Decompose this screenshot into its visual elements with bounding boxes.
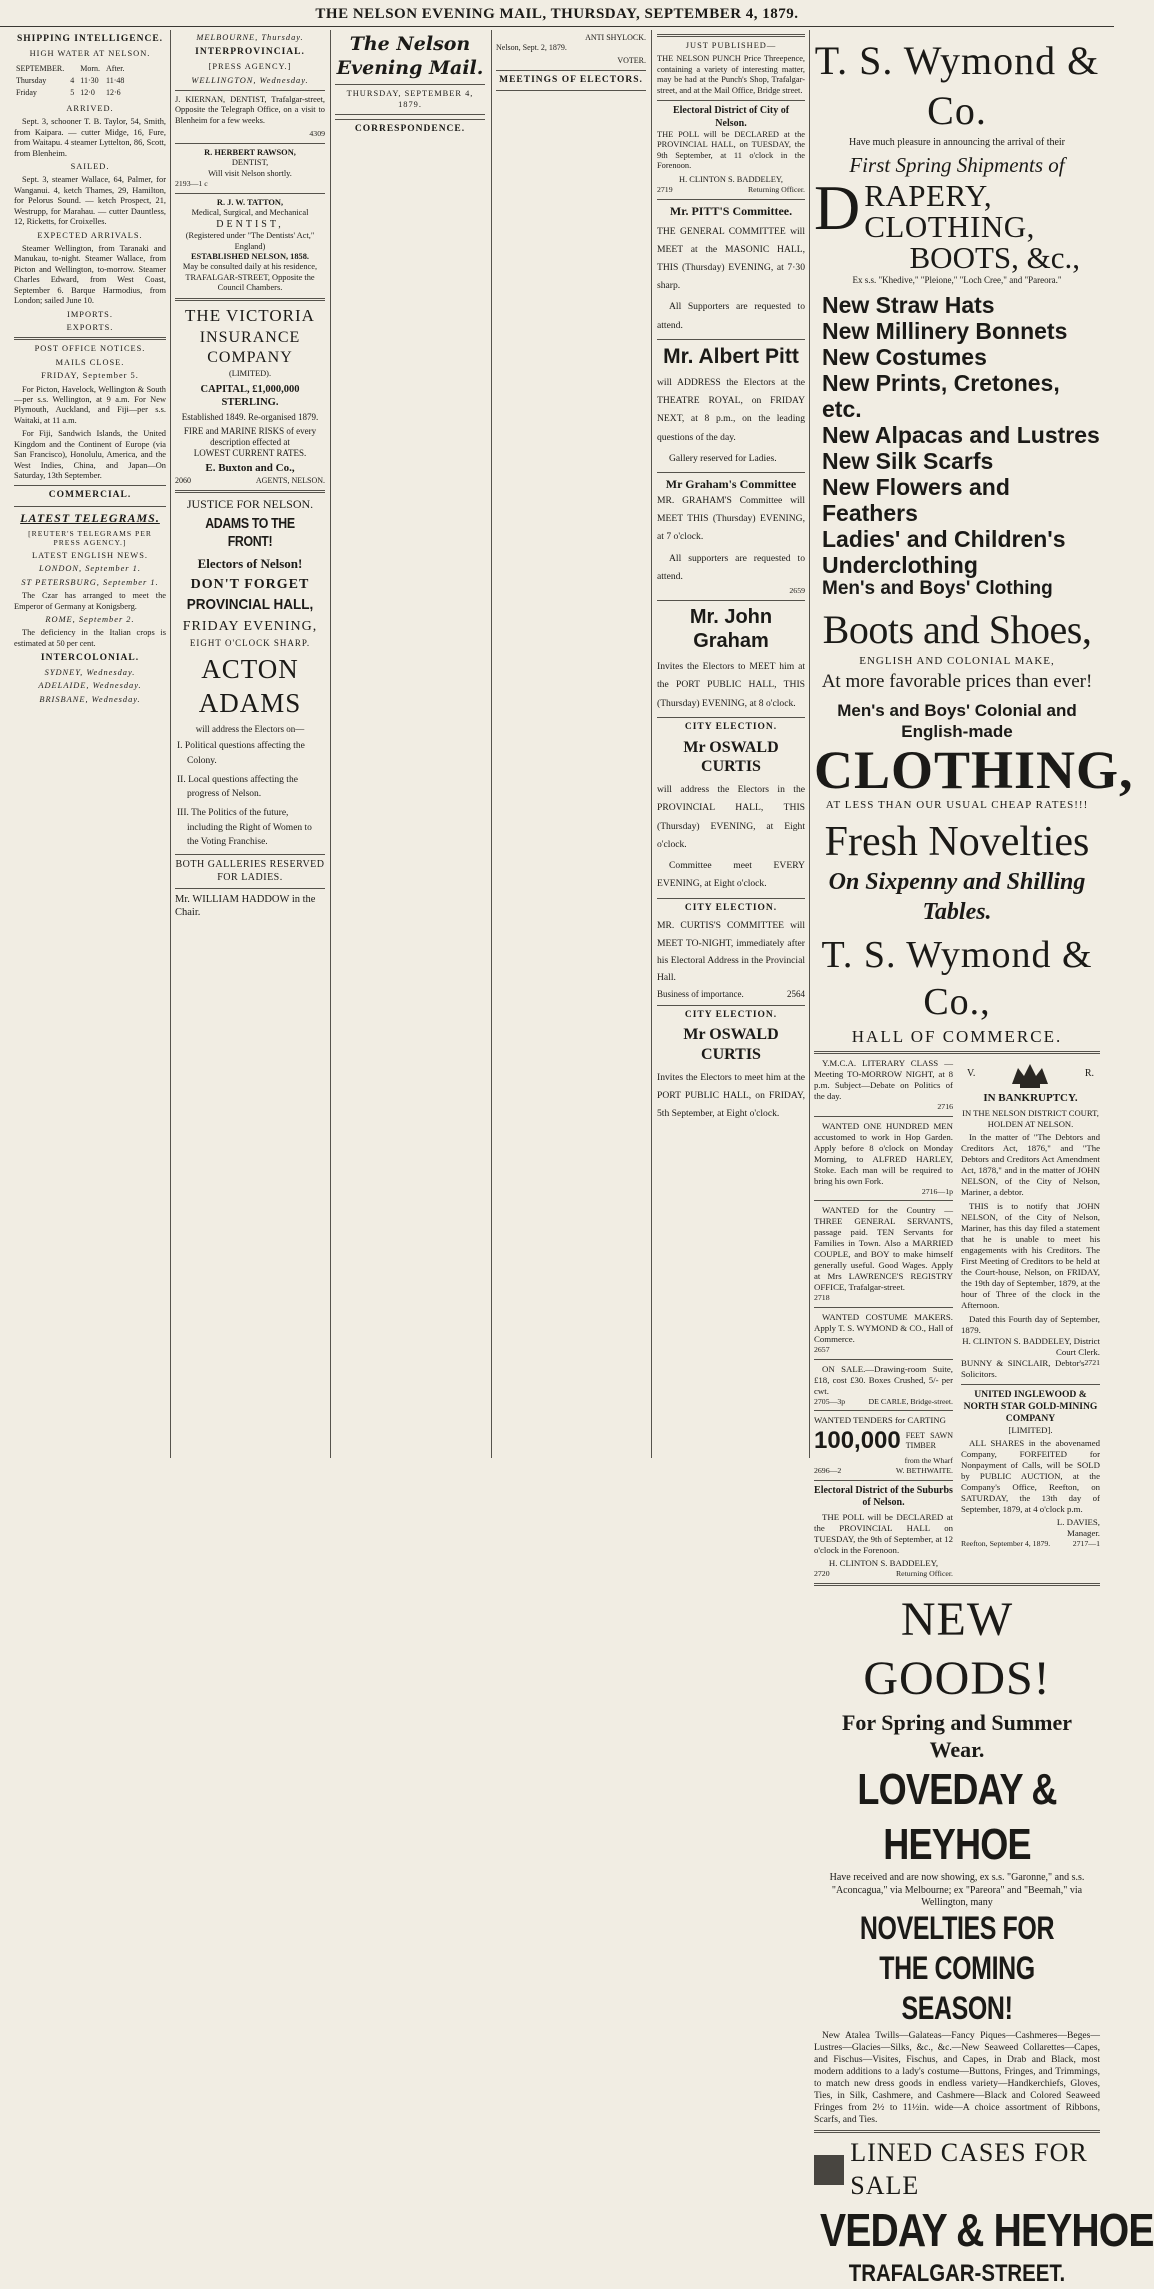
divider [657, 600, 805, 601]
dentist-kiernan-ad [175, 95, 325, 139]
list-item: New Alpacas and Lustres [822, 421, 1100, 448]
divider [657, 34, 805, 37]
victoria-capital: CAPITAL, £1,000,000 STERLING. [200, 383, 300, 408]
reuter-line: [REUTER'S TELEGRAMS PER PRESS AGENCY.] [28, 529, 152, 548]
divider [814, 1116, 953, 1117]
crest-v: V. [967, 1067, 976, 1079]
address-line: will address the Electors on— [195, 724, 305, 735]
divider [175, 143, 325, 144]
loveday-ad [814, 1590, 1100, 2127]
divider [814, 2130, 1100, 2133]
graham-committee-ad [657, 477, 805, 596]
wanted-men-notice: WANTED ONE HUNDRED MEN accustomed to work in Hop Garden. Apply before 8 o'clock on Monday Morning, to ALFRED HARLEY, Stoke. Each man will be required to bring his own Fork. [814, 1120, 953, 1186]
column-rule [809, 30, 810, 1458]
albert-pitt-text: will ADDRESS the Electors at the THEATRE ROYAL, on FRIDAY NEXT, at 8 p.m., on the leading questions of the day. [657, 376, 805, 443]
albert-pitt-heading: Mr. Albert Pitt [663, 344, 799, 368]
curtis-committee-line: Committee meet EVERY EVENING, at Eight o'clock. [657, 860, 805, 890]
english-colonial: ENGLISH AND COLONIAL MAKE, [859, 654, 1055, 667]
divider [175, 298, 325, 301]
poll-text: THE POLL will be DECLARED at the PROVINCIAL HALL, on TUESDAY, the 9th September, at 11 o'clock in the Forenoon. [657, 129, 805, 171]
divider [335, 119, 485, 120]
loveday-heading: LOVEDAY & HEYHOE [857, 1765, 1057, 1869]
on-sale-line [814, 1397, 953, 1407]
inglewood-davies: L. DAVIES, [1056, 1516, 1100, 1527]
victoria-the: THE VICTORIA [185, 305, 315, 325]
trafalgar-street: TRAFALGAR-STREET. [848, 2259, 1066, 2287]
ad-number: 2719 [657, 185, 673, 194]
divider [335, 114, 485, 115]
drapery-dropcap: D [814, 171, 861, 243]
john-graham-text: Invites the Electors to MEET him at the PORT PUBLIC HALL, THIS (Thursday) EVENING, at 8 o'clock. [657, 661, 805, 709]
divider [814, 1410, 953, 1411]
imports-heading: IMPORTS. [67, 309, 113, 319]
divider [175, 90, 325, 91]
tenders-wharf: from the Wharf [904, 1456, 953, 1466]
ad-number: 2193—1 c [175, 179, 208, 189]
correspondence-heading: CORRESPONDENCE. [354, 123, 466, 134]
victoria-limited: (LIMITED). [228, 369, 272, 379]
drapery-line [814, 171, 1100, 275]
acton-adams-name: ACTON ADAMS [198, 654, 302, 718]
arrived-text: Sept. 3, schooner T. B. Taylor, 54, Smith, from Kaipara. — cutter Midge, 16, Fure, from Waitapu. 4 steamer Lyttelton, 86, Scott, from Blenheim. [14, 117, 166, 158]
curtis-text: will address the Electors in the PROVINCIAL HALL, THIS (Thursday) EVENING, at Eight o'clock. [657, 784, 805, 850]
divider [175, 854, 325, 855]
rawson-text: Will visit Nelson shortly. [208, 168, 292, 178]
victoria-established: Established 1849. Re-organised 1879. [181, 411, 319, 422]
letter-date: Nelson, Sept. 2, 1879. [496, 42, 567, 52]
on-sale-notice: ON SALE.—Drawing-room Suite, £18, cost £30. Boxes Crushed, 5/- per cwt. [814, 1363, 953, 1396]
victoria-risks: FIRE and MARINE RISKS of every description effected at [183, 425, 317, 448]
new-items-list [814, 292, 1100, 599]
list-item: Ladies' and Children's Underclothing [822, 525, 1066, 578]
officer-role: Returning Officer. [747, 185, 805, 194]
adelaide-dateline: ADELAIDE, Wednesday. [38, 681, 142, 691]
electoral-heading: Electoral District of City of Nelson. [672, 105, 790, 129]
divider [657, 717, 805, 718]
classifieds-split [814, 1058, 1100, 1578]
letter-signature: ANTI SHYLOCK. [585, 33, 646, 42]
column-rule [170, 30, 171, 1458]
mails-heading: MAILS CLOSE. [55, 357, 125, 367]
pitt-committee-text: THE GENERAL COMMITTEE will MEET at the MASONIC HALL, THIS (Thursday) EVENING, at 7·30 sharp. [657, 225, 805, 292]
press-agency-line: [PRESS AGENCY.] [208, 62, 292, 72]
list-item: New Flowers and Feathers [822, 473, 1010, 526]
commercial-heading: COMMERCIAL. [48, 490, 132, 501]
drapery-text: RAPERY, CLOTHING, [864, 177, 1035, 244]
london-dateline: LONDON, September 1. [39, 564, 141, 574]
english-news-heading: LATEST ENGLISH NEWS. [32, 550, 148, 560]
highwater-heading: HIGH WATER AT NELSON. [29, 48, 151, 58]
eight-oclock: EIGHT O'CLOCK SHARP. [189, 638, 311, 649]
ink-blot-icon [814, 2155, 844, 2185]
curtis-committee-text: MR. CURTIS'S COMMITTEE will MEET TO-NIGHT, immediately after his Electoral Address in the Provincial Hall. [657, 920, 805, 984]
loveday-cases-ad [814, 2137, 1154, 2288]
divider [657, 199, 805, 200]
electors-heading: Electors of Nelson! [197, 555, 303, 571]
classifieds-right [961, 1058, 1100, 1578]
city-poll-notice [657, 105, 805, 195]
bankruptcy-clerk: H. CLINTON S. BADDELEY, District Court Clerk. [962, 1336, 1100, 1358]
ad-number: 4309 [309, 129, 325, 139]
city-election-heading: CITY ELECTION. [684, 902, 778, 913]
list-item: Men's and Boys' Clothing [822, 577, 1053, 599]
less-than-rates: AT LESS THAN OUR USUAL CHEAP RATES!!! [825, 798, 1089, 811]
table-row [16, 88, 128, 98]
victoria-agent-role: AGENTS, NELSON. [255, 476, 325, 486]
paper-title: The Nelson Evening Mail. [336, 33, 484, 79]
on-sale-who: DE CARLE, Bridge-street. [868, 1396, 953, 1406]
column-rule [651, 30, 652, 1458]
pitt-committee-ad [657, 204, 805, 335]
meetings-heading: MEETINGS OF ELECTORS. [499, 74, 643, 85]
divider [175, 888, 325, 889]
city-election-heading: CITY ELECTION. [684, 1009, 778, 1020]
inglewood-manager: Manager. [1067, 1527, 1100, 1538]
wymond-ships: Ex s.s. "Khedive," "Pleione," "Loch Cree," and "Pareora." [852, 274, 1062, 285]
ad-number: 2717—1 [1072, 1538, 1100, 1548]
dentist-rawson-ad [175, 148, 325, 189]
ad-number: 2716 [937, 1102, 953, 1112]
intercolonial-heading: INTERCOLONIAL. [40, 653, 140, 664]
ad-number: 2718 [814, 1293, 830, 1303]
pitt-committee-heading: Mr. PITT'S Committee. [669, 203, 793, 218]
divider [496, 90, 646, 91]
cases-heading: LINED CASES FOR SALE [850, 2138, 1088, 2200]
interprovincial-heading: INTERPROVINCIAL. [195, 47, 305, 58]
mails-text: For Picton, Havelock, Wellington & South—per s.s. Wellington, at 9 a.m. For New Plymouth, Auckland, and Fiji—per s.s. Waitaki, at 11 a.m. [14, 384, 166, 425]
provincial-hall: PROVINCIAL HALL, [186, 596, 314, 614]
boots-etc-text: BOOTS, &c., [909, 239, 1080, 275]
column-notices [657, 30, 805, 1458]
ad-number: 2659 [789, 585, 805, 595]
loveday-received: Have received and are now showing, ex s.s. "Garonne," and s.s. "Aconcagua," via Melbourne; ex "Pareora" and "Beemah," via Wellington, many [829, 1872, 1085, 1909]
table-cell: 12·6 [106, 88, 121, 97]
hall-of-commerce: HALL OF COMMERCE. [851, 1027, 1063, 1047]
favorable-prices: At more favorable prices than ever! [821, 671, 1093, 693]
bankruptcy-heading: IN BANKRUPTCY. [983, 1092, 1078, 1105]
royal-crest-icon [1008, 1058, 1052, 1090]
divider [175, 490, 325, 493]
tenders-amount-line [814, 1426, 953, 1456]
bankruptcy-court: IN THE NELSON DISTRICT COURT, HOLDEN AT NELSON. [962, 1107, 1099, 1129]
tatton-established: ESTABLISHED NELSON, 1858. [190, 251, 310, 261]
victoria-agent-line [175, 476, 325, 486]
albert-pitt-gallery: Gallery reserved for Ladies. [669, 452, 777, 464]
victoria-name: INSURANCE COMPANY [199, 328, 301, 366]
tenders-sign-line [814, 1466, 953, 1476]
list-item: New Straw Hats [822, 291, 995, 318]
masthead: THE NELSON EVENING MAIL, THURSDAY, SEPTEMBER 4, 1879. [0, 0, 1114, 27]
loveday2-line [814, 2202, 1154, 2259]
divider [14, 485, 166, 486]
wanted-servants-notice: WANTED for the Country — THREE GENERAL SERVANTS, passage paid. TEN Servants for Families in Town. Also a MARRIED COUPLE, and BOY to make himself generally useful. Good Wages. Apply at Mrs LAWRENCE'S REGISTRY OFFICE, Trafalgar-street. [814, 1205, 953, 1293]
column-shipping [14, 30, 166, 1458]
ad-number: 2657 [814, 1345, 830, 1355]
ad-number: 2564 [787, 989, 805, 1000]
list-item: II. Local questions affecting the progress of Nelson. [177, 774, 298, 800]
suburbs-role: Returning Officer. [895, 1568, 953, 1578]
divider [814, 1359, 953, 1360]
spring-summer: For Spring and Summer Wear. [841, 1709, 1072, 1762]
table-cell [70, 64, 78, 74]
bankruptcy-matter: In the matter of "The Debtors and Creditors Act, 1876," and "The Debtors and Creditors Act Amendment Act, 1878," and in the matter of JOHN NELSON, of the City of Nelson, Mariner, a debtor. [961, 1132, 1100, 1198]
table-cell: 5 [70, 88, 75, 97]
column-letters [496, 30, 646, 1458]
divider [175, 193, 325, 194]
table-cell: After. [106, 64, 125, 74]
inglewood-date: Reefton, September 4, 1879. [961, 1538, 1051, 1548]
points-list [175, 739, 325, 849]
expected-text: Steamer Wellington, from Taranaki and Manukau, to-night. Steamer Wallace, from Picton and Wellington, to-morrow. Steamer Charles Edward, from West Coast, September 6. Barque Harmodius, from London; sailed June 10. [14, 243, 166, 306]
suburbs-officer: H. CLINTON S. BADDELEY, [828, 1557, 939, 1568]
brisbane-dateline: BRISBANE, Wednesday. [39, 694, 141, 704]
table-cell: Friday [16, 88, 37, 97]
tatton-role: Medical, Surgical, and Mechanical [191, 208, 309, 218]
list-item: I. Political questions affecting the Colony. [177, 741, 305, 766]
list-item: III. The Politics of the future, including the Right of Women to the Voting Franchise. [177, 808, 312, 847]
suburbs-heading: Electoral District of the Suburbs of Nelson. [814, 1484, 953, 1509]
wanted-costume-notice: WANTED COSTUME MAKERS. Apply T. S. WYMOND & CO., Hall of Commerce. [814, 1312, 953, 1345]
bankruptcy-solicitors: BUNNY & SINCLAIR, Debtor's Solicitors. [961, 1358, 1085, 1380]
divider [657, 100, 805, 101]
curtis-name: Mr OSWALD CURTIS [683, 738, 779, 776]
editorial-date: THURSDAY, SEPTEMBER 4, 1879. [346, 89, 474, 109]
mens-boys-line: Men's and Boys' Colonial and English-made [837, 700, 1077, 741]
table-row [16, 76, 128, 86]
column-rule [491, 30, 492, 1458]
cases-line [814, 2137, 1100, 2201]
stpetersburg-dateline: ST PETERSBURG, September 1. [21, 577, 159, 587]
list-item: New Millinery Bonnets [822, 317, 1068, 344]
bankruptcy-notice: THIS is to notify that JOHN NELSON, of the City of Nelson, Mariner, has this day filed a statement that he is unable to meet his engagements with his Creditors. The First Meeting of Creditors to be held at the Court-house, Nelson, on FRIDAY, the 19th day of September, 1879, at the hour of Three of the clock in the Afternoon. [961, 1201, 1100, 1311]
loveday-heading-2: VEDAY & HEYHOE [820, 2203, 1154, 2256]
curtis-business-line [657, 989, 805, 1000]
victoria-rates: LOWEST CURRENT RATES. [193, 448, 307, 459]
divider [335, 84, 485, 85]
officer-line [657, 185, 805, 195]
graham-committee-text: MR. GRAHAM'S Committee will MEET THIS (Thursday) EVENING, at 7 o'clock. [657, 494, 805, 543]
adams-front-heading: ADAMS TO THE FRONT! [205, 515, 295, 550]
divider [657, 1005, 805, 1006]
new-goods-heading: NEW GOODS! [863, 1592, 1051, 1706]
table-cell: 12·0 [80, 88, 95, 97]
acton-adams-ad [175, 497, 325, 919]
curtis-name: Mr OSWALD CURTIS [683, 1026, 779, 1064]
ymca-notice: Y.M.C.A. LITERARY CLASS — Meeting TO-MORROW NIGHT, at 8 p.m. Subject—Debate on Politics of the day. [814, 1058, 953, 1102]
victoria-agent-name: E. Buxton and Co., [205, 462, 295, 475]
suburbs-sign-line [814, 1569, 953, 1579]
post-office-heading: POST OFFICE NOTICES. [34, 344, 146, 354]
mails-day: FRIDAY, September 5. [41, 371, 139, 381]
dont-forget: DON'T FORGET [190, 576, 310, 592]
ad-number: 2720 [814, 1568, 830, 1578]
pitt-committee-request: All Supporters are requested to attend. [657, 301, 805, 331]
victoria-insurance-ad [175, 305, 325, 486]
atalea-text: New Atalea Twills—Galateas—Fancy Piques—Cashmeres—Beges—Lustres—Glacies—Silks, &c., &c.—New Seaweed Collarettes—Capes, and Fischus—Visites, Fischus, and Capes, in Drab and Black, most modern additions to a lady's costume—Buttons, Fringes, and Trimmings, to match new dress goods in endless variety—Handkerchiefs, Gloves, Ties, in Silk, Cashmere, and Cashmere—Black and Colored Seaweed Fringes from 2½ to 11½in. wide—A choice assortment of Ribbons, Scarfs, and Ties. [814, 2030, 1100, 2126]
divider [14, 337, 166, 340]
officer-name: H. CLINTON S. BADDELEY, [679, 174, 783, 184]
john-graham-ad [657, 605, 805, 713]
list-item: New Costumes [822, 343, 987, 370]
table-cell: Morn. [80, 64, 101, 74]
divider [657, 898, 805, 899]
curtis-address-ad [657, 722, 805, 894]
divider [814, 1480, 953, 1481]
bankruptcy-crest-line [961, 1058, 1100, 1090]
albert-pitt-ad [657, 344, 805, 468]
list-item: New Silk Scarfs [822, 447, 994, 474]
curtis-business: Business of importance. [657, 989, 744, 1000]
fresh-novelties: Fresh Novelties [824, 819, 1090, 866]
sydney-dateline: SYDNEY, Wednesday. [44, 668, 136, 677]
tatton-name: R. J. W. TATTON, [216, 197, 284, 207]
boots-shoes-heading: Boots and Shoes, [822, 607, 1092, 653]
ad-number: 2721 [1084, 1358, 1100, 1368]
haddow-line: Mr. WILLIAM HADDOW in the Chair. [175, 894, 316, 919]
arrived-heading: ARRIVED. [66, 103, 114, 113]
inglewood-heading: UNITED INGLEWOOD & NORTH STAR GOLD-MINING COMPANY [963, 1389, 1098, 1425]
ad-number: 2716—1p [921, 1186, 953, 1196]
classifieds-left [814, 1058, 953, 1578]
column-advertisements [814, 30, 1154, 2287]
graham-committee-heading: Mr Graham's Committee [665, 476, 797, 491]
novelties-heading: NOVELTIES FOR THE COMING SEASON! [859, 1910, 1055, 2026]
punch-ad-text: THE NELSON PUNCH Price Threepence, containing a variety of interesting matter, may be had at the Punch's Shop, Trafalgar-street, and at the Mail Office, Bridge street. [657, 54, 805, 95]
wymond-pleasure: Have much pleasure in announcing the arrival of their [848, 137, 1066, 149]
divider [814, 1200, 953, 1201]
sixpenny-tables: On Sixpenny and Shilling Tables. [828, 869, 1086, 926]
exports-heading: EXPORTS. [66, 322, 114, 332]
friday-evening: FRIDAY EVENING, [182, 618, 318, 634]
ad-number: 2060 [175, 476, 191, 486]
tenders-heading: WANTED TENDERS for CARTING [814, 1415, 946, 1426]
divider [14, 506, 166, 507]
tatton-dentist: DENTIST, [216, 218, 284, 230]
stpetersburg-text: The Czar has arranged to meet the Emperor of Germany at Konigsberg. [14, 591, 166, 611]
divider [814, 1051, 1100, 1054]
letter-signature: VOTER. [617, 55, 646, 65]
list-item: New Prints, Cretones, etc. [822, 369, 1060, 422]
shipping-heading: SHIPPING INTELLIGENCE. [16, 34, 164, 44]
tenders-notice [814, 1415, 953, 1475]
tenders-bethwaite: W. BETHWAITE. [895, 1466, 953, 1476]
melbourne-dateline: MELBOURNE, Thursday. [196, 33, 304, 42]
table-cell: 4 [70, 76, 75, 86]
column-rule [330, 30, 331, 1458]
wymond-heading-2: T. S. Wymond & Co., [821, 933, 1093, 1023]
graham-request: All supporters are requested to attend. [657, 552, 805, 582]
divider [657, 339, 805, 340]
tenders-sawn: FEET SAWN TIMBER [905, 1431, 953, 1451]
wymond-heading: T. S. Wymond & Co. [814, 38, 1100, 133]
table-cell: Thursday [16, 76, 47, 86]
city-election-heading: CITY ELECTION. [684, 721, 778, 732]
john-graham-heading: Mr. John Graham [689, 605, 773, 653]
rawson-name: R. HERBERT RAWSON, [204, 147, 296, 157]
curtis-committee-ad [657, 903, 805, 1001]
bankruptcy-dated: Dated this Fourth day of September, 1879. [961, 1314, 1100, 1336]
bankruptcy-solicitors-line [961, 1358, 1100, 1380]
dentist-kiernan-text: J. KIERNAN, DENTIST, Trafalgar-street, Opposite the Telegraph Office, on a visit to Blenheim for a few weeks. [175, 95, 325, 125]
galleries-line: BOTH GALLERIES RESERVED FOR LADIES. [175, 859, 325, 883]
table-cell: 11·48 [106, 76, 125, 86]
justice-heading: JUSTICE FOR NELSON. [186, 496, 314, 511]
ad-number: 2705—3p [814, 1396, 846, 1406]
just-published: JUST PUBLISHED— [685, 41, 777, 50]
table-row [16, 64, 128, 74]
inglewood-sign-line [961, 1539, 1100, 1549]
inglewood-limited: [LIMITED]. [1008, 1425, 1053, 1435]
table-cell: 11·30 [80, 76, 99, 86]
column-interprovincial [175, 30, 325, 1458]
table-cell: SEPTEMBER. [16, 64, 65, 74]
column-editorial [335, 30, 485, 1458]
expected-heading: EXPECTED ARRIVALS. [37, 230, 143, 240]
inglewood-text: ALL SHARES in the abovenamed Company, FORFEITED for Nonpayment of Calls, will be SOLD by PUBLIC AUCTION, at the Company's Office, Reefton, on SATURDAY, the 13th day of September, 1879, at 4 o'clock p.m. [961, 1437, 1100, 1514]
ad-number: 2696—2 [814, 1466, 842, 1476]
tatton-consult: May be consulted daily at his residence, TRAFALGAR-STREET, Opposite the Council Chambers. [182, 262, 318, 293]
rawson-role: DENTIST, [231, 158, 269, 168]
tenders-feet: 100,000 [814, 1427, 901, 1455]
tide-table [14, 62, 130, 100]
rome-dateline: ROME, September 2. [45, 614, 135, 624]
curtis-port-text: Invites the Electors to meet him at the PORT PUBLIC HALL, on FRIDAY, 5th September, at Eight o'clock. [657, 1071, 805, 1120]
divider [496, 70, 646, 71]
crest-r: R. [1084, 1067, 1094, 1079]
mails-text-2: For Fiji, Sandwich Islands, the United Kingdom and the Continent of Europe (via San Francisco), Honolulu, America, and the West Indies, China, and Japan—On Saturday, 13th September. [14, 429, 166, 480]
divider [961, 1384, 1100, 1385]
suburbs-poll-notice [814, 1485, 953, 1579]
sailed-text: Sept. 3, steamer Wallace, 64, Palmer, for Wanganui. 4, ketch Thames, 29, Hamilton, for Pelorus Sound. — ketch Prospect, 21, Westrupp, for Marahau. — cutter Dauntless, 12, Ricketts, for Croixelles. [14, 175, 166, 227]
wymond-first-spring: First Spring Shipments of [849, 152, 1065, 177]
rome-text: The deficiency in the Italian crops is estimated at 50 per cent. [14, 628, 166, 648]
wellington-dateline: WELLINGTON, Wednesday. [191, 75, 309, 85]
curtis-port-hall-ad [657, 1010, 805, 1124]
divider [814, 1583, 1100, 1586]
sailed-heading: SAILED. [70, 162, 110, 172]
divider [657, 472, 805, 473]
divider [814, 1307, 953, 1308]
tatton-registration: (Registered under "The Dentists' Act," England) [185, 231, 315, 251]
wymond-drapery-ad [814, 36, 1134, 1047]
dentist-tatton-ad [175, 198, 325, 294]
clothing-heading: CLOTHING, [814, 739, 1134, 800]
suburbs-text: THE POLL will be DECLARED at the PROVINCIAL HALL on TUESDAY, the 9th of September, at 12 o'clock in the Forenoon. [814, 1511, 953, 1555]
telegrams-heading: LATEST TELEGRAMS. [20, 511, 160, 526]
